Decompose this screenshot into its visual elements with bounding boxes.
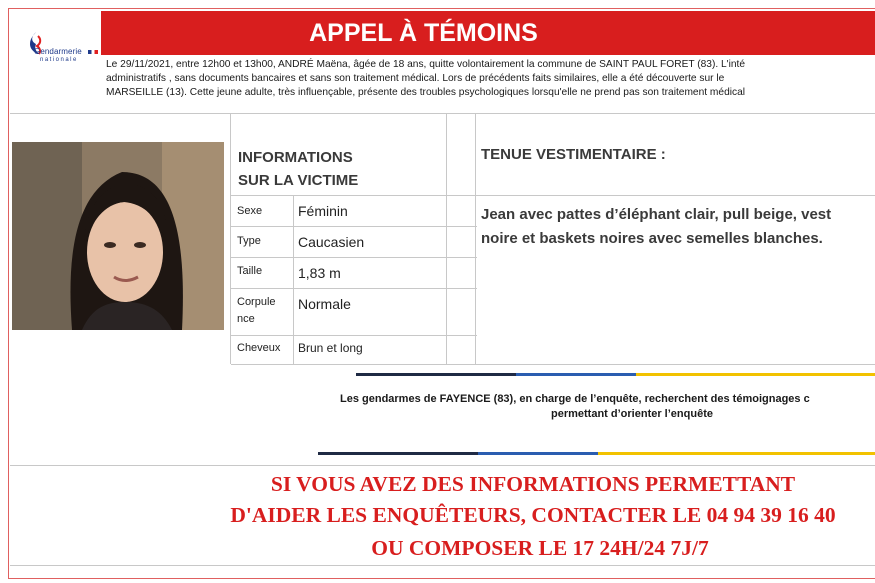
clothing-line: Jean avec pattes d’éléphant clair, pull beige, vest — [481, 206, 832, 223]
decor-bar — [516, 373, 636, 376]
label-taille: Taille — [237, 265, 263, 277]
divider — [230, 114, 231, 364]
value-cheveux: Brun et long — [298, 341, 363, 355]
divider — [10, 565, 875, 566]
label-cheveux: Cheveux — [237, 342, 281, 354]
intro-line: administratifs , sans documents bancaires et sans son traitement médical. Lors de précédents faits similaires, elle a été découverte sur le — [106, 73, 725, 84]
clothing-title: TENUE VESTIMENTAIRE : — [481, 146, 666, 163]
divider — [446, 114, 447, 364]
page-title: APPEL À TÉMOINS — [309, 19, 538, 47]
divider — [293, 196, 294, 364]
divider — [475, 114, 476, 364]
label-sexe: Sexe — [237, 205, 263, 217]
intro-line: MARSEILLE (13). Cette jeune adulte, très influençable, présente des troubles psychologiques lorsqu'elle ne prend pas son traitement médical — [106, 87, 746, 98]
divider — [231, 195, 875, 196]
decor-bar — [318, 452, 478, 455]
investigators-text-2: permettant d’orienter l’enquête — [551, 408, 713, 420]
logo-text: Gendarmerie — [34, 47, 82, 56]
divider — [10, 113, 875, 114]
value-sexe: Féminin — [298, 203, 348, 219]
investigators-text: Les gendarmes de FAYENCE (83), en charge de l’enquête, recherchent des témoignages c — [340, 393, 810, 405]
decor-bar — [478, 452, 598, 455]
logo-subtext: nationale — [40, 57, 78, 63]
divider — [231, 335, 477, 336]
victim-info-title-line: INFORMATIONS — [238, 149, 353, 166]
divider — [231, 226, 477, 227]
victim-info-title — [238, 146, 358, 192]
clothing-line: noire et baskets noires avec semelles blanches. — [481, 230, 823, 247]
intro-line: Le 29/11/2021, entre 12h00 et 13h00, ANDRÉ Maëna, âgée de 18 ans, quitte volontairement la commune de SAINT PAUL FORET (83). L'inté — [106, 59, 746, 70]
label-corpulence: Corpule nce — [237, 296, 276, 325]
intro-paragraph — [106, 58, 875, 100]
cta-line-1: SI VOUS AVEZ DES INFORMATIONS PERMETTANT — [270, 472, 796, 496]
value-corpulence: Normale — [298, 296, 351, 312]
divider — [231, 364, 875, 365]
divider — [231, 257, 477, 258]
divider — [231, 288, 477, 289]
decor-bar — [356, 373, 516, 376]
cta-line-3: OU COMPOSER LE 17 24H/24 7J/7 — [371, 536, 709, 560]
decor-bar — [598, 452, 875, 455]
clothing-description — [481, 203, 875, 251]
label-type: Type — [237, 235, 261, 247]
portrait-image — [12, 142, 224, 330]
value-type: Caucasien — [298, 234, 365, 250]
decor-bar — [636, 373, 875, 376]
victim-photo — [12, 142, 224, 330]
divider — [10, 465, 875, 466]
cta-line-2: D'AIDER LES ENQUÊTEURS, CONTACTER LE 04 94 39 16 40 — [230, 503, 836, 527]
flag-icon — [88, 50, 98, 54]
value-taille: 1,83 m — [298, 265, 341, 281]
victim-info-title-line: SUR LA VICTIME — [238, 172, 359, 189]
